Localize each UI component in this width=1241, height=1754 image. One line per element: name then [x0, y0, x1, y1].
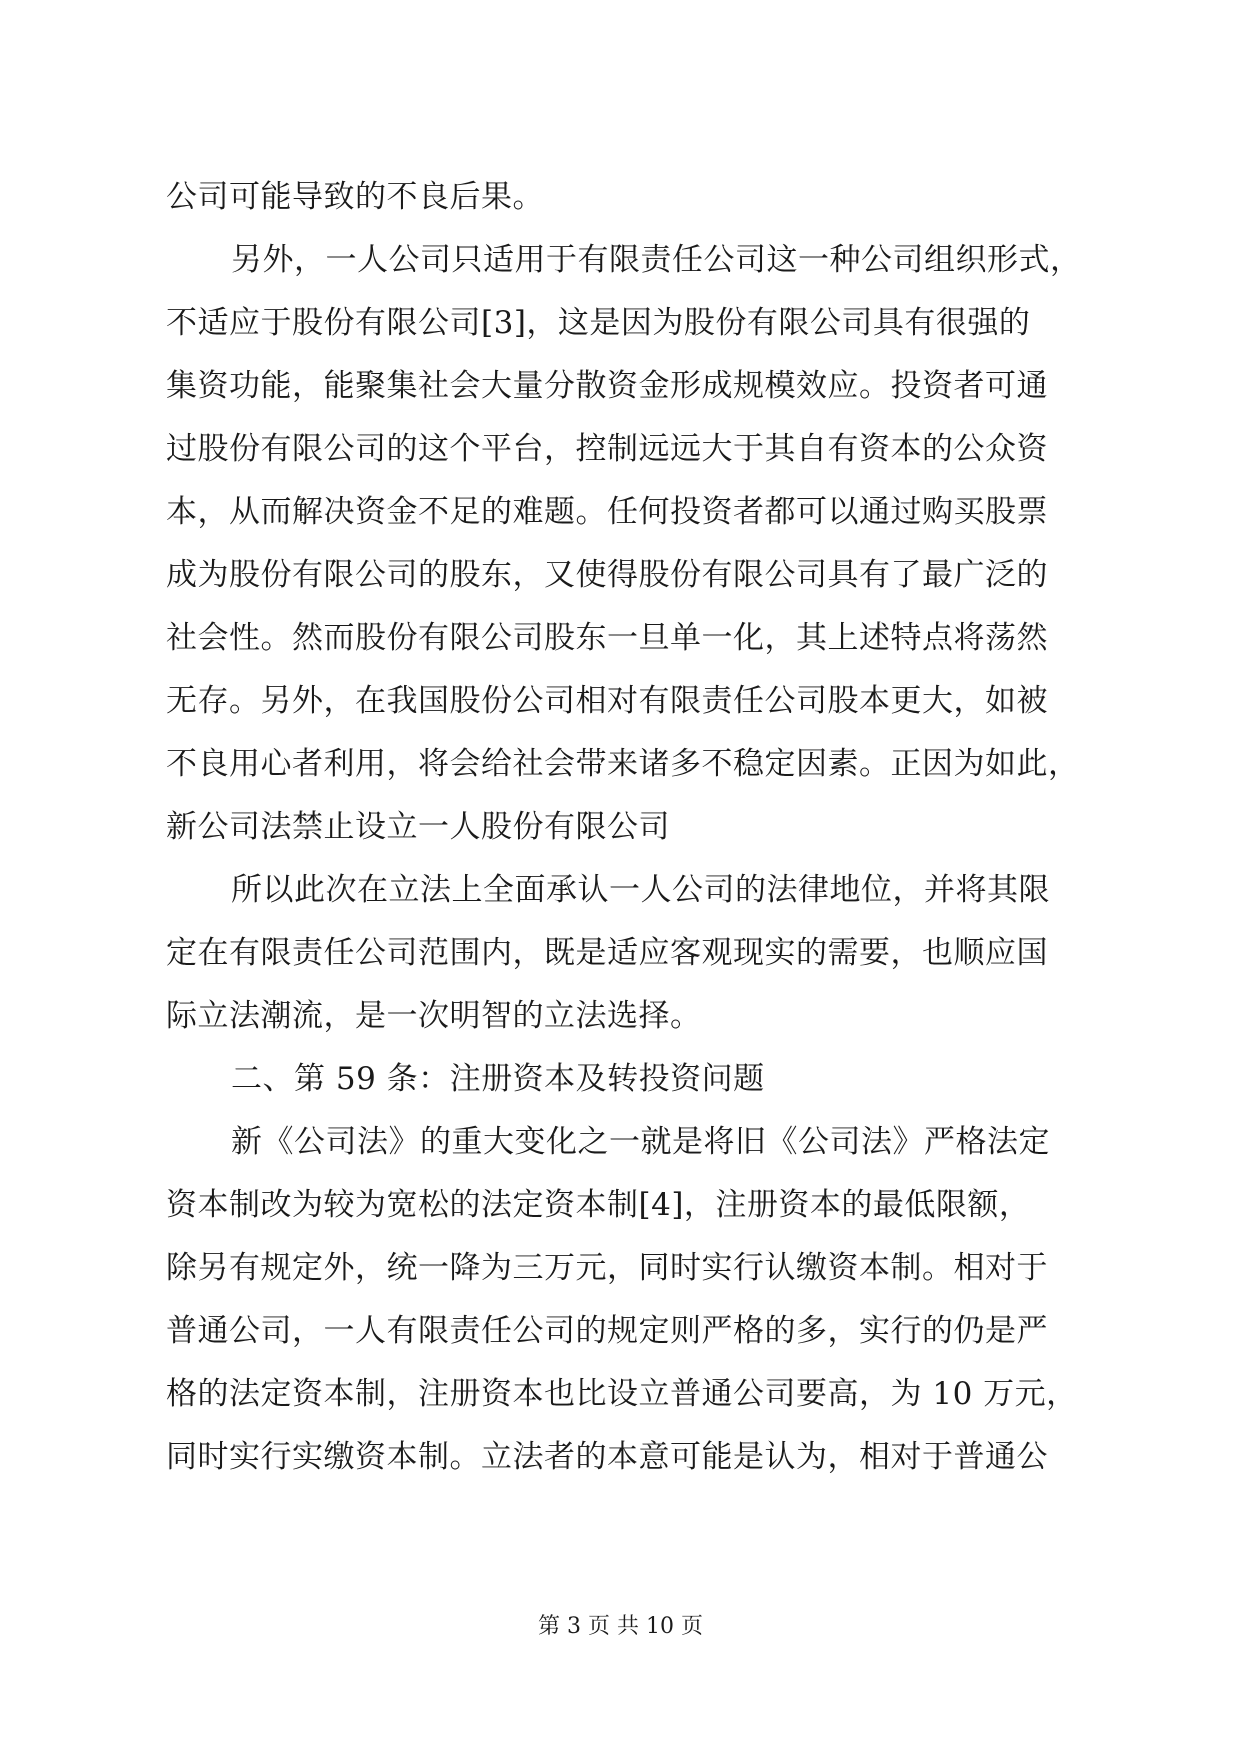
body-line-3: 不适应于股份有限公司[3]，这是因为股份有限公司具有很强的	[166, 305, 1031, 341]
body-line-7: 成为股份有限公司的股东，又使得股份有限公司具有了最广泛的	[166, 557, 1048, 593]
body-line-19: 普通公司，一人有限责任公司的规定则严格的多，实行的仍是严	[166, 1313, 1048, 1349]
body-line-8: 社会性。然而股份有限公司股东一旦单一化，其上述特点将荡然	[166, 620, 1048, 656]
body-line-20: 格的法定资本制，注册资本也比设立普通公司要高，为 10 万元，	[166, 1376, 1078, 1412]
body-line-5: 过股份有限公司的这个平台，控制远远大于其自有资本的公众资	[166, 431, 1048, 467]
body-line-10: 不良用心者利用，将会给社会带来诸多不稳定因素。正因为如此，	[166, 746, 1080, 782]
body-line-6: 本，从而解决资金不足的难题。任何投资者都可以通过购买股票	[166, 494, 1048, 530]
body-line-16: 新《公司法》的重大变化之一就是将旧《公司法》严格法定	[231, 1124, 1050, 1160]
body-line-21: 同时实行实缴资本制。立法者的本意可能是认为，相对于普通公	[166, 1439, 1048, 1475]
body-line-9: 无存。另外，在我国股份公司相对有限责任公司股本更大，如被	[166, 683, 1048, 719]
body-line-4: 集资功能，能聚集社会大量分散资金形成规模效应。投资者可通	[166, 368, 1048, 404]
body-line-11: 新公司法禁止设立一人股份有限公司	[166, 809, 670, 845]
body-line-18: 除另有规定外，统一降为三万元，同时实行认缴资本制。相对于	[166, 1250, 1048, 1286]
page-number-footer: 第 3 页 共 10 页	[538, 1614, 703, 1639]
body-line-1: 公司可能导致的不良后果。	[166, 179, 544, 215]
section-heading: 二、第 59 条：注册资本及转投资问题	[231, 1061, 765, 1097]
body-line-14: 际立法潮流，是一次明智的立法选择。	[166, 998, 702, 1034]
body-line-12: 所以此次在立法上全面承认一人公司的法律地位，并将其限	[231, 872, 1050, 908]
body-line-2: 另外，一人公司只适用于有限责任公司这一种公司组织形式，	[231, 242, 1082, 278]
body-line-17: 资本制改为较为宽松的法定资本制[4]，注册资本的最低限额，	[166, 1187, 1031, 1223]
body-line-13: 定在有限责任公司范围内，既是适应客观现实的需要，也顺应国	[166, 935, 1048, 971]
